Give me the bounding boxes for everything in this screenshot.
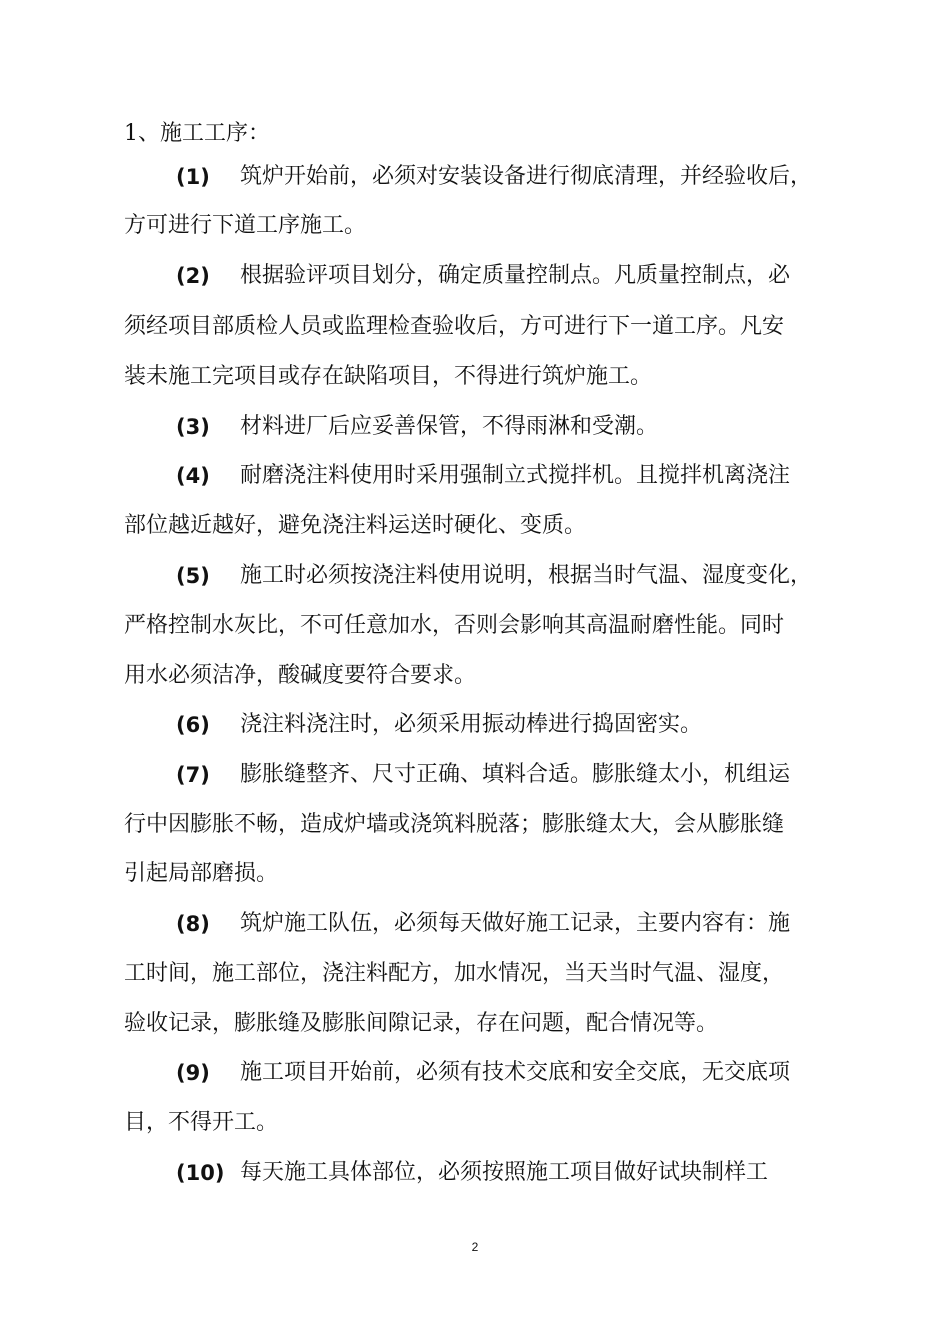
item-text: 膨胀缝整齐、尺寸正确、填料合适。膨胀缝太小，机组运 (240, 762, 791, 787)
item-text: 筑炉开始前，必须对安装设备进行彻底清理，并经验收后， (240, 164, 813, 189)
item-text: 施工时必须按浇注料使用说明，根据当时气温、湿度变化， (240, 563, 813, 588)
item-text: 严格控制水灰比，不可任意加水，否则会影响其高温耐磨性能。同时 (124, 613, 785, 638)
item-number: (10) (176, 1161, 225, 1185)
list-item (0, 409, 950, 445)
item-text: 施工项目开始前，必须有技术交底和安全交底，无交底项 (240, 1060, 791, 1085)
item-number: (1) (176, 165, 210, 189)
list-item (0, 906, 950, 942)
item-text: 材料进厂后应妥善保管，不得雨淋和受潮。 (240, 414, 659, 439)
item-text: 须经项目部质检人员或监理检查验收后，方可进行下一道工序。凡安 (124, 314, 785, 339)
list-item-continuation (0, 309, 950, 345)
list-item-continuation (0, 208, 950, 244)
item-text: 根据验评项目划分，确定质量控制点。凡质量控制点，必 (240, 263, 791, 288)
section-heading (0, 116, 950, 152)
item-text: 部位越近越好，避免浇注料运送时硬化、变质。 (124, 513, 587, 538)
item-text: 浇注料浇注时，必须采用振动棒进行捣固密实。 (240, 712, 703, 737)
item-number: (6) (176, 713, 210, 737)
list-item-continuation (0, 956, 950, 992)
list-item-continuation (0, 1105, 950, 1141)
item-text: 验收记录，膨胀缝及膨胀间隙记录，存在问题，配合情况等。 (124, 1011, 719, 1036)
list-item (0, 1055, 950, 1091)
item-text: 工时间，施工部位，浇注料配方，加水情况，当天当时气温、湿度， (124, 961, 785, 986)
item-text: 引起局部磨损。 (124, 861, 279, 886)
list-item-continuation (0, 608, 950, 644)
item-number: (2) (176, 264, 210, 288)
list-item (0, 458, 950, 494)
item-text: 用水必须洁净，酸碱度要符合要求。 (124, 663, 477, 688)
list-item-continuation (0, 807, 950, 843)
item-number: (8) (176, 912, 210, 936)
item-text: 目，不得开工。 (124, 1110, 279, 1135)
list-item-continuation (0, 658, 950, 694)
list-item (0, 1155, 950, 1191)
list-item-continuation (0, 359, 950, 395)
item-text: 耐磨浇注料使用时采用强制立式搅拌机。且搅拌机离浇注 (240, 463, 791, 488)
item-text: 方可进行下道工序施工。 (124, 213, 367, 238)
item-number: (3) (176, 415, 210, 439)
item-text: 筑炉施工队伍，必须每天做好施工记录，主要内容有：施 (240, 911, 791, 936)
heading-text: 1、施工工序： (124, 121, 270, 146)
item-number: (5) (176, 564, 210, 588)
item-text: 行中因膨胀不畅，造成炉墙或浇筑料脱落；膨胀缝太大，会从膨胀缝 (124, 812, 785, 837)
list-item (0, 707, 950, 743)
list-item-continuation (0, 508, 950, 544)
item-number: (4) (176, 464, 210, 488)
item-number: (7) (176, 763, 210, 787)
item-text: 每天施工具体部位，必须按照施工项目做好试块制样工 (240, 1160, 769, 1185)
list-item (0, 258, 950, 294)
page-number: 2 (471, 1240, 479, 1254)
list-item (0, 757, 950, 793)
list-item (0, 159, 950, 195)
list-item (0, 558, 950, 594)
list-item-continuation (0, 1006, 950, 1042)
list-item-continuation (0, 856, 950, 892)
item-text: 装未施工完项目或存在缺陷项目，不得进行筑炉施工。 (124, 364, 653, 389)
item-number: (9) (176, 1061, 210, 1085)
